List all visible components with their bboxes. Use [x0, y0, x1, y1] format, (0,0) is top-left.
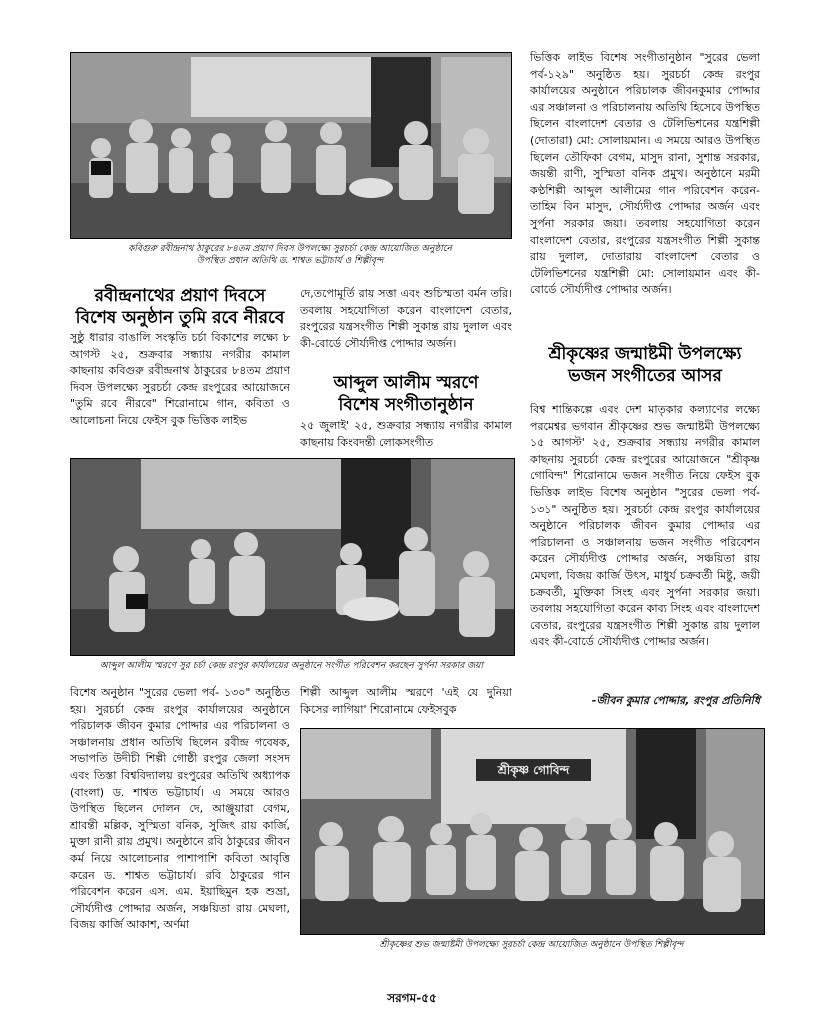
photo-janmashtami-caption: শ্রীকৃষ্ণের শুভ জন্মাষ্টমী উপলক্ষ্যে সুরচর্চা কেন্দ্র আয়োজিত অনুষ্ঠানে উপস্থিত শিল্পীবৃন্দ — [379, 940, 684, 950]
photo-tagore-illustration — [71, 53, 511, 238]
alim-body-right: ভিত্তিক লাইভ বিশেষ সংগীতানুষ্ঠান "সুরের ভেলা পর্ব-১২৯" অনুষ্ঠিত হয়। সুরচর্চা কেন্দ্র রংপুর কার্যালয়ের অনুষ্ঠানে পরিচালক জীবনকুমার পোদ্দার এর সঞ্চালনা ও পরিচালনায় অতিথি হিসেবে উপস্থিত ছিলেন বাংলাদেশ বেতার ও টেলিভিশনের যন্ত্রশিল্পী (দোতারা) মো: সোলায়মান। এ সময়ে আরও উপস্থিত ছিলেন তৌফিকা বেগম, মাসুদ রানা, সুশান্ত সরকার, জয়ন্তী রাণী, সুস্মিতা বনিক প্রমুখ। অনুষ্ঠানে মরমী কণ্ঠশিল্পী আব্দুল আলীমের গান পরিবেশন করেন- তাহিম বিন মাসুদ, সৌর্য্যদীপ্ত পোদ্দার অর্জন এবং সুর্পনা সরকার জয়া। তবলায় সহযোগিতা করেন বাংলাদেশ বেতার, রংপুরের যন্ত্রসংগীত শিল্পী সুকান্ত রায় দুলাল, দোতারায় বাংলাদেশ বেতার ও টেলিভিশনের যন্ত্রশিল্পী মো: সোলায়মান এবং কী-বোর্ডে সৌর্য্যদীপ্ত পোদ্দার অর্জন। — [530, 51, 760, 297]
photo-alim-program — [70, 458, 515, 656]
tagore-body-col2: দে,তপোমূর্তি রায় সত্তা এবং শুচিস্মতা বর্মন তরি। তবলায় সহযোগিতা করেন বাংলাদেশ বেতার, রংপুরের যন্ত্রসংগীত শিল্পী সুকান্ত রায় দুলাল এবং কী-বোর্ডে সৌর্য্যদীপ্ত পোদ্দার অর্জন। — [300, 287, 512, 350]
photo-alim-illustration — [71, 459, 514, 655]
janmashtami-byline: -জীবন কুমার পোদ্দার, রংপুর প্রতিনিধি — [591, 694, 760, 707]
janmashtami-headline-line1: শ্রীকৃষ্ণের জন্মাষ্টমী উপলক্ষ্যে — [548, 344, 742, 364]
alim-headline — [300, 372, 512, 416]
photo-janmashtami-banner: শ্রীকৃষ্ণ গোবিন্দ — [497, 763, 570, 777]
page-number-footer: সরগম-৫৫ — [387, 991, 437, 1005]
tagore-headline — [70, 285, 290, 329]
photo-tagore-program — [70, 52, 512, 239]
tagore-body-bottom: বিশেষ অনুষ্ঠান "সুরের ভেলা পর্ব- ১৩০" অনুষ্ঠিত হয়। সুরচর্চা কেন্দ্র রংপুর কার্যালয়ের অনুষ্ঠানে পরিচালক জীবন কুমার পোদ্দার এর পরিচালনা ও সঞ্চালনায় প্রধান অতিথি ছিলেন রবীন্দ্র গবেষক, সভাপতি উদীচী শিল্পী গোষ্ঠী রংপুর জেলা সংসদ এবং তিস্তা বিশ্ববিদ্যালয় রংপুরের অতিথি অধ্যাপক (বাংলা) ড. শাশ্বত ভট্টাচার্য। এ সময়ে আরও উপস্থিত ছিলেন দোলন দে, আঞ্জুয়ারা বেগম, শ্রাবন্তী মল্লিক, সুস্মিতা বনিক, সুজিৎ রায় কার্জি, মুক্তা রানী রায় প্রমুখ। অনুষ্ঠানে রবি ঠাকুরের জীবন কর্ম নিয়ে আলোচনার পাশাপাশি কবিতা আবৃত্তি করেন ড. শাশ্বত ভট্টাচার্য। রবি ঠাকুরের গান পরিবেশন করেন এস. এম. ইয়াছিমুন হক শুভ্রা, সৌর্য্যদীপ্ত পোদ্দার অর্জন, সঞ্চয়িতা রায় মেঘলা, বিজয় কার্জি আকাশ, অর্ণমা — [70, 686, 290, 932]
alim-headline-line1: আব্দুল আলীম স্মরণে — [333, 373, 479, 393]
alim-headline-line2: বিশেষ সংগীতানুষ্ঠান — [338, 395, 474, 415]
janmashtami-body: বিশ্ব শান্তিকল্পে এবং দেশ মাতৃকার কল্যাণের লক্ষ্যে পরমেশ্বর ভগবান শ্রীকৃষ্ণের শুভ জন্মাষ্টমী উপলক্ষ্যে ১৫ আগস্ট' ২৫, শুক্রবার সন্ধ্যায় নগরীর কামাল কাছনায় সুরচর্চা কেন্দ্র রংপুরের আয়োজনে "শ্রীকৃষ্ণ গোবিন্দ" শিরোনামে ভজন সংগীত নিয়ে ফেইস বুক ভিত্তিক লাইভ বিশেষ অনুষ্ঠান "সুরের ভেলা পর্ব- ১৩১" অনুষ্ঠিত হয়। সুরচর্চা কেন্দ্র রংপুর কার্যালয়ের অনুষ্ঠানে পরিচালক জীবন কুমার পোদ্দার এর পরিচালনা ও সঞ্চালনায় ভজন সংগীত পরিবেশন করেন সৌর্য্যদীপ্ত পোদ্দার অর্জন, সঞ্চয়িতা রায় মেঘলা, বিজয় কার্জি উৎস, মাধুর্য চক্রবর্তী মিষ্টু, জয়ী চক্রবর্তী, মুক্তিকা সিংহ এবং সুর্পনা সরকার জয়া। তবলায় সহযোগিতা করেন কাব্য সিংহ এবং বাংলাদেশ বেতার, রংপুরের যন্ত্রসংগীত শিল্পী সুকান্ত রায় দুলাল এবং কী-বোর্ডে সৌর্য্যদীপ্ত পোদ্দার অর্জন। — [530, 403, 760, 649]
photo-janmashtami-program — [300, 728, 765, 935]
alim-body-intro: ২৫ জুলাই' ২৫, শুক্রবার সন্ধ্যায় নগরীর কামাল কাছনায় কিংবদন্তী লোকসংগীত — [300, 419, 512, 449]
photo-tagore-caption — [70, 243, 510, 267]
janmashtami-headline-line2: ভজন সংগীতের আসর — [568, 366, 722, 386]
tagore-headline-line1: রবীন্দ্রনাথের প্রয়াণ দিবসে — [94, 286, 266, 306]
photo-tagore-caption-line2: উপস্থিত প্রধান অতিথি ড. শাশ্বত ভট্টাচার্য ও শিল্পীবৃন্দ — [196, 256, 384, 266]
photo-alim-caption: আব্দুল আলীম স্মরণে সুর চর্চা কেন্দ্র রংপুর কার্যালয়ের অনুষ্ঠানে সংগীত পরিবেশন করছেন সুর্পনা সরকার জয়া — [99, 661, 484, 671]
janmashtami-headline — [524, 343, 766, 387]
tagore-body-col1: সুষ্ঠু ধারার বাঙালি সংস্কৃতি চর্চা বিকাশের লক্ষ্যে ৮ আগস্ট ২৫, শুক্রবার সন্ধ্যায় নগরীর কামাল কাছনায় কবিগুরু রবীন্দ্রনাথ ঠাকুরের ৮৪তম প্রয়াণ দিবস উপলক্ষ্যে সুরচর্চা কেন্দ্র রংপুরের আয়োজনে "তুমি রবে নীরবে" শিরোনামে গান, কবিতা ও আলোচনা নিয়ে ফেইস বুক ভিত্তিক লাইভ — [70, 331, 290, 427]
alim-body-cont: শিল্পী আব্দুল আলীম স্মরণে 'এই যে দুনিয়া কিসের লাগিয়া' শিরোনামে ফেইসবুক — [300, 686, 512, 716]
photo-tagore-caption-line1: কবিগুরু রবীন্দ্রনাথ ঠাকুরের ৮৪তম প্রয়াণ দিবস উপলক্ষ্যে সুরচর্চা কেন্দ্র আয়োজিত অনুষ্ঠানে — [128, 244, 452, 254]
tagore-headline-line2: বিশেষ অনুষ্ঠান তুমি রবে নীরবে — [75, 308, 285, 328]
